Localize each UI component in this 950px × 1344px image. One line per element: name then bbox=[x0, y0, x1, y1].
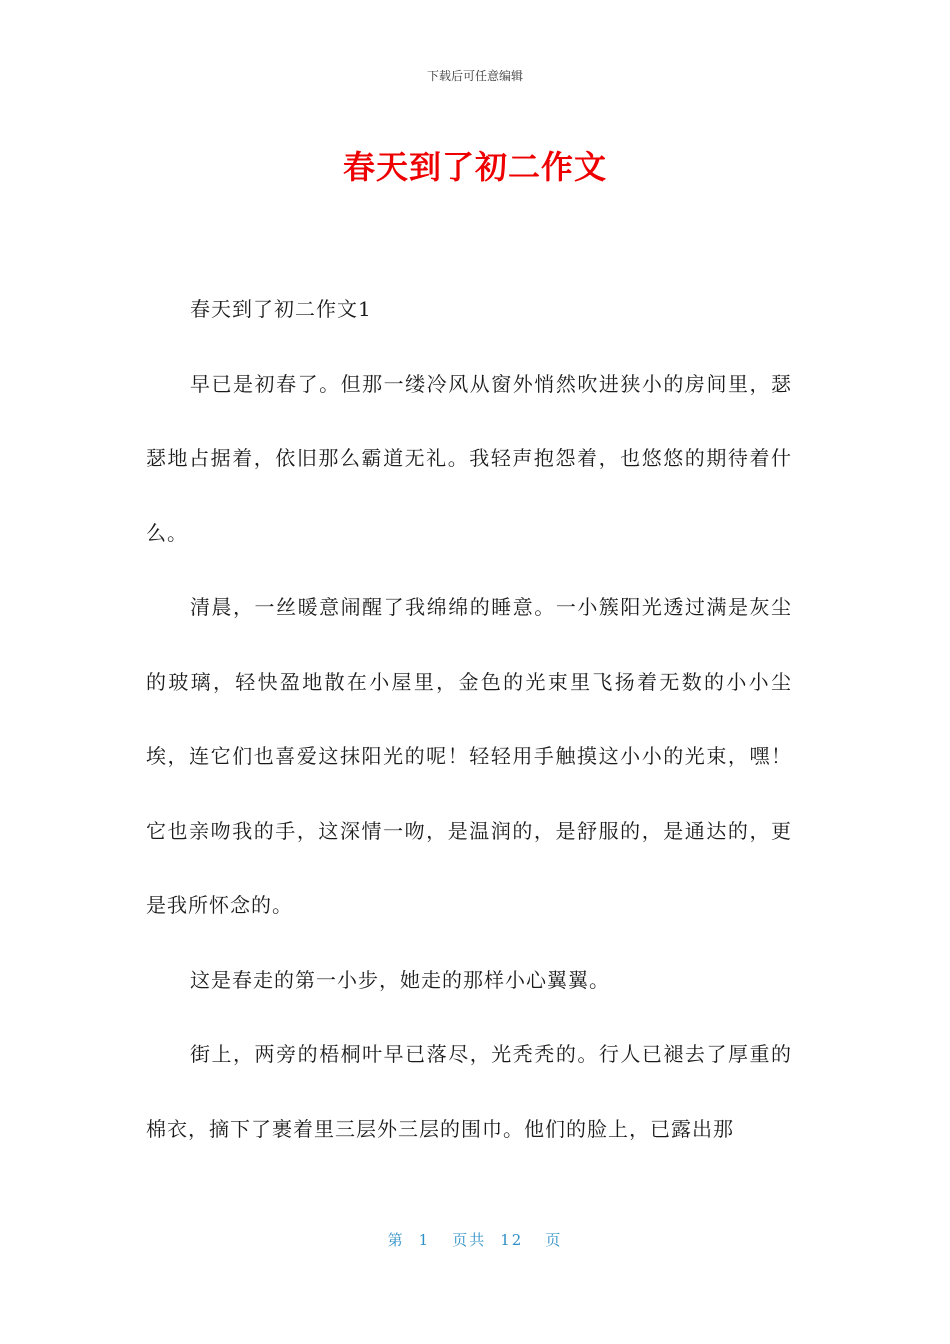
document-body bbox=[146, 272, 792, 1166]
document-title: 春天到了初二作文 bbox=[342, 148, 607, 186]
paragraph: 早已是初春了。但那一缕冷风从窗外悄然吹进狭小的房间里，瑟瑟地占据着，依旧那么霸道无礼。我轻声抱怨着，也悠悠的期待着什么。 bbox=[146, 371, 792, 545]
paragraph: 清晨，一丝暖意闹醒了我绵绵的睡意。一小簇阳光透过满是灰尘的玻璃，轻快盈地散在小屋里，金色的光束里飞扬着无数的小小尘埃，连它们也喜爱这抹阳光的呢！轻轻用手触摸这小小的光束，嘿！它也亲吻我的手，这深情一吻，是温润的，是舒服的，是通达的，更是我所怀念的。 bbox=[146, 595, 792, 917]
total-pages-number: 12 bbox=[500, 1231, 524, 1249]
paragraph: 这是春走的第一小步，她走的那样小心翼翼。 bbox=[190, 967, 610, 992]
paragraph: 街上，两旁的梧桐叶早已落尽，光秃秃的。行人已褪去了厚重的棉衣，摘下了裹着里三层外三层的围巾。他们的脸上，已露出那 bbox=[146, 1042, 792, 1141]
page-footer bbox=[0, 1229, 950, 1250]
page-label-middle: 页共 bbox=[452, 1231, 487, 1249]
current-page-number: 1 bbox=[418, 1231, 431, 1249]
section-heading: 春天到了初二作文1 bbox=[190, 297, 372, 321]
page-label-prefix: 第 bbox=[387, 1231, 405, 1249]
page-label-suffix: 页 bbox=[545, 1231, 563, 1249]
header-note: 下载后可任意编辑 bbox=[426, 69, 523, 83]
